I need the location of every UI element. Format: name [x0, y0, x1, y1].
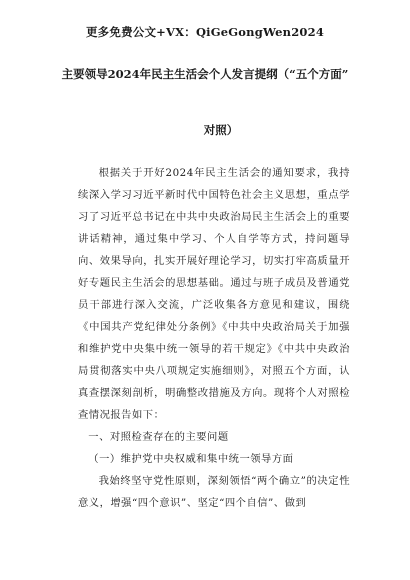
- document-body: [78, 162, 350, 514]
- subsection-paragraph: 我始终坚守党性原则，深刻领悟“两个确立”的决定性意义，增强“四个意识”、坚定“四个自信”、做到: [78, 475, 350, 509]
- document-title-line-2: 对照）: [203, 123, 239, 137]
- intro-paragraph: 根据关于开好2024年民主生活会的通知要求，我持续深入学习习近平新时代中国特色社会主义思想，重点学习了习近平总书记在中共中央政治局民主生活会上的重要讲话精神，通过集中学习、个人自学等方式，持问题导向、效果导向，扎实开展好理论学习，切实打牢高质量开好专题民主生活会的思想基础。通过与班子成员及普通党员干部进行深入交流，广泛收集各方意见和建议，围绕《中国共产党纪律处分条例》《中共中央政治局关于加强和维护党中央集中统一领导的若干规定》《中共中央政治局贯彻落实中央八项规定实施细则》，对照五个方面，认真查摆深刻剖析，明确整改措施及方向。现将个人对照检查情况报告如下：: [78, 167, 350, 421]
- section-heading: 一、对照检查存在的主要问题: [88, 431, 229, 443]
- document-title-line-1: 主要领导2024年民主生活会个人发言提纲（“五个方面”: [61, 67, 349, 81]
- subsection-heading: （一）维护党中央权威和集中统一领导方面: [88, 453, 294, 465]
- promo-banner: 更多免费公文+VX：QiGeGongWen2024: [85, 25, 325, 39]
